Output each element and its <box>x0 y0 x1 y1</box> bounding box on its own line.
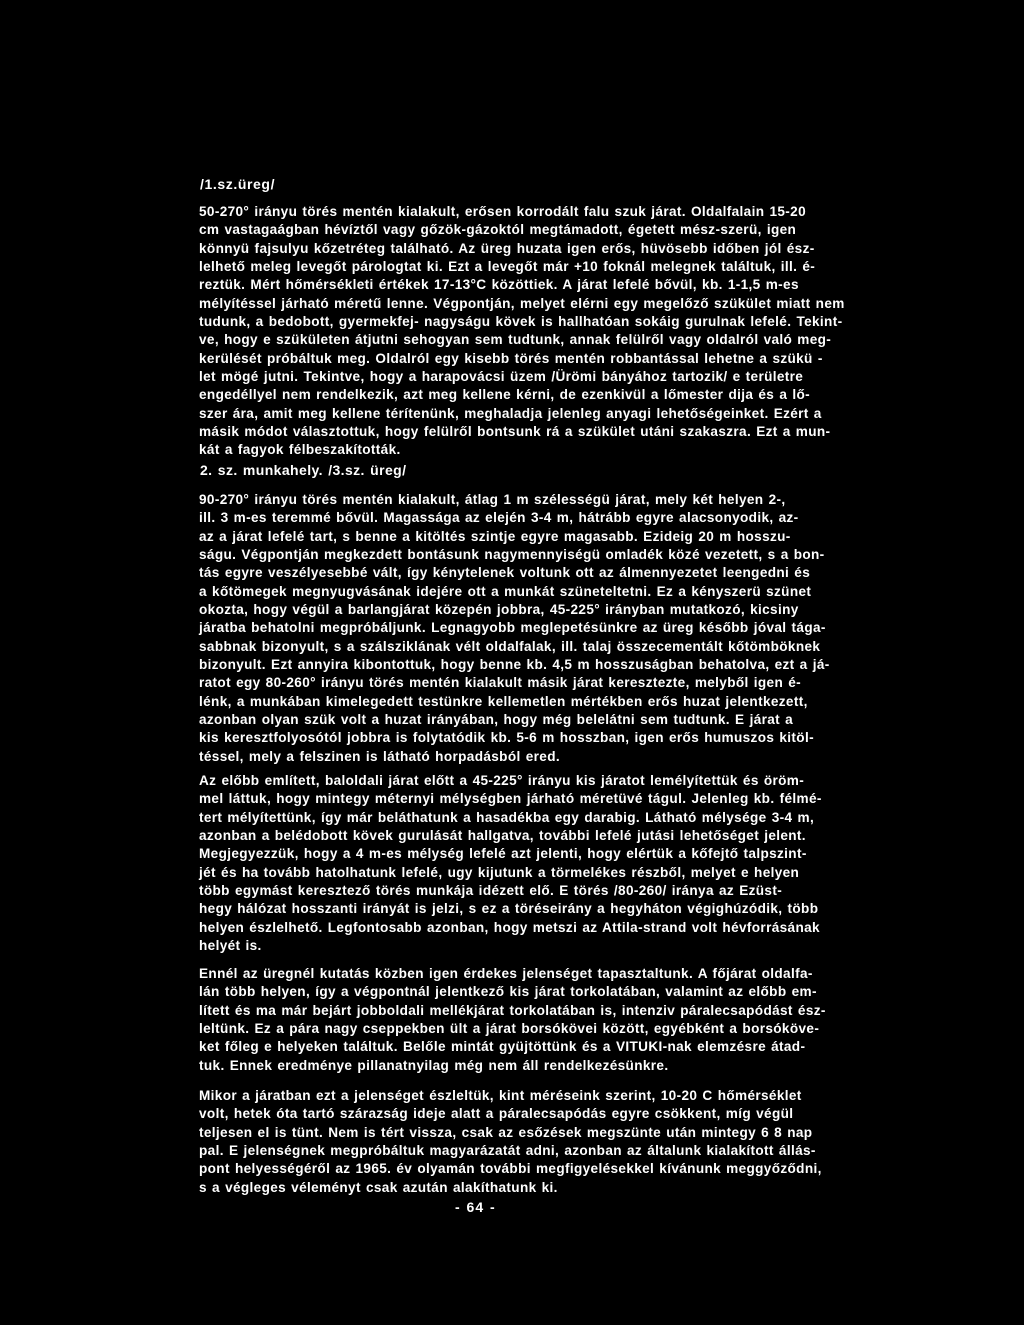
text-line: másik módot választottuk, hogy felülről bontsunk rá a szükület utáni szakaszra. Ezt a mun- <box>199 424 831 440</box>
paragraph-cave-1 <box>199 203 845 460</box>
text-line: lített és ma már bejárt jobboldali mellékjárat torkolatában is, intenziv páralecsapódást ész- <box>199 1002 826 1018</box>
section-subheading: 2. sz. munkahely. /3.sz. üreg/ <box>200 462 407 478</box>
text-line: 90-270° irányu törés mentén kialakult, átlag 1 m szélességü járat, mely két helyen 2-, <box>199 492 786 507</box>
text-line: lelhető meleg levegőt párologtat ki. Ezt a levegőt már +10 foknál melegnek találtuk, ill. é- <box>199 259 816 275</box>
text-line: ve, hogy e szükületen átjutni sehogyan sem tudtunk, annak felülről vagy oldalról való meg- <box>199 332 832 348</box>
text-line: tuk. Ennek eredménye pillanatnyilag még nem áll rendelkezésünkre. <box>199 1057 669 1073</box>
text-line: több egymást keresztező törés munkája idézett elő. E törés /80-260/ iránya az Ezüst- <box>199 883 783 899</box>
text-line: reztük. Mért hőmérsékleti értékek 17-13°C közöttiek. A járat lefelé bővül, kb. 1-1,5 m-es <box>199 277 799 293</box>
text-line: jét és ha tovább hatolhatunk lefelé, ugy kijutunk a törmelékes részből, melyet e helyen <box>199 864 800 880</box>
text-line: mélyítéssel járható méretű lenne. Végpontján, melyet elérni egy megelőző szükület miatt nem <box>199 295 845 311</box>
text-line: pal. E jelenségnek megpróbáltuk magyarázatát adni, azonban az általunk kialakított állás- <box>199 1143 816 1159</box>
text-line: lán több helyen, így a végpontnál jelentkező kis járat torkolatában, valamint az előbb em- <box>199 984 817 1000</box>
text-line: helyét is. <box>199 938 262 954</box>
text-line: teljesen el is tünt. Nem is tért vissza, csak az esőzések megszünte után mintegy 6 8 nap <box>199 1124 813 1140</box>
text-line: azonban a belédobott kövek gurulását hallgatva, további lefelé jutási lehetőséget jelent. <box>199 828 806 844</box>
text-line: volt, hetek óta tartó szárazság ideje alatt a páralecsapódás egyre csökkent, míg végül <box>199 1106 794 1122</box>
text-line: pont helyességéről az 1965. év olyamán további megfigyelésekkel kívánunk meggyőződni, <box>199 1161 822 1177</box>
text-line: bizonyult. Ezt annyira kibontottuk, hogy benne kb. 4,5 m hosszuságban behatolva, ezt a já- <box>199 657 830 673</box>
paragraph-observation <box>199 1087 822 1197</box>
text-line: 50-270° irányu törés mentén kialakult, erősen korrodált falu szuk járat. Oldalfalain 15-20 <box>199 204 806 219</box>
text-line: let mögé jutni. Tekintve, hogy a harapovácsi üzem /Ürömi bányához tartozik/ e területre <box>199 369 804 385</box>
text-line: kát a fagyok félbeszakították. <box>199 442 401 458</box>
page-number: - 64 - <box>455 1199 496 1215</box>
text-line: leltünk. Ez a pára nagy cseppekben ült a járat borsókövei között, egyébként a borsóköve- <box>199 1021 820 1037</box>
text-line: azonban olyan szük volt a huzat irányában, hogy még belelátni sem tudtunk. E járat a <box>199 712 794 728</box>
text-line: helyen észlelhető. Legfontosabb azonban, hogy metszi az Attila-strand volt hévforrásának <box>199 919 820 935</box>
text-line: ill. 3 m-es teremmé bővül. Magassága az elején 3-4 m, hátrább egyre alacsonyodik, az- <box>199 510 799 526</box>
text-line: tás egyre veszélyesebbé vált, így kénytelenek voltunk ott az álmennyezetet leengedni és <box>199 565 811 581</box>
text-line: járatba behatolni megpróbáljunk. Legnagyobb meglepetésünkre az üreg később jóval tága- <box>199 620 826 636</box>
cave-header: /1.sz.üreg/ <box>200 176 276 192</box>
text-line: szer ára, amit meg kellene térítenünk, meghaladja jelenleg anyagi lehetőségeinket. Ezért a <box>199 405 822 421</box>
paragraph-condensation <box>199 965 826 1075</box>
text-line: engedéllyel nem rendelkezik, azt meg kellene kérni, de ezenkivül a lőmester dija és a lő- <box>199 387 811 403</box>
text-line: hegy hálózat hosszanti irányát is jelzi, s ez a töréseirány a hegyháton végighúzódik, több <box>199 901 819 917</box>
text-line: lénk, a munkában kimelegedett testünkre kellemetlen mértékben erős huzat jelentkezett, <box>199 693 808 709</box>
paragraph-left-passage <box>199 772 822 955</box>
text-line: ságu. Végpontján megkezdett bontásunk nagymennyiségü omladék közé vezetett, s a bon- <box>199 547 825 563</box>
text-line: Ennél az üregnél kutatás közben igen érdekes jelenséget tapasztaltunk. A főjárat oldalfa- <box>199 966 813 981</box>
text-line: sabbnak bizonyult, s a szálsziklának vélt oldalfalak, ill. talaj összecementált kőtömböknek <box>199 638 821 654</box>
text-line: okozta, hogy végül a barlangjárat közepén jobbra, 45-225° irányban mutatkozó, kicsiny <box>199 602 799 618</box>
text-line: tudunk, a bedobott, gyermekfej- nagyságu kövek is hallhatóan sokáig gurulnak lefelé. Tekint- <box>199 314 843 330</box>
text-line: Az előbb említett, baloldali járat előtt a 45-225° irányu kis járatot lemélyítettük és öröm- <box>199 773 805 788</box>
text-line: s a végleges véleményt csak azután alakíthatunk ki. <box>199 1179 558 1195</box>
text-line: cm vastagaágban hévíztől vagy gőzök-gázoktól megtámadott, égetett mész-szerü, igen <box>199 222 797 238</box>
text-line: kerülését próbáltuk meg. Oldalról egy kisebb törés mentén robbantással lehetne a szükü - <box>199 350 823 366</box>
text-line: téssel, mely a felszinen is látható horpadásból ered. <box>199 748 560 764</box>
text-line: a kőtömegek megnyugvásának idejére ott a munkát szüneteltetni. Ez a kényszerü szünet <box>199 583 812 599</box>
text-line: tert mélyítettünk, így már beláthatunk a hasadékba egy darabig. Látható mélysége 3-4 m, <box>199 809 815 825</box>
text-line: Mikor a járatban ezt a jelenséget észleltük, kint méréseink szerint, 10-20 C hőmérséklet <box>199 1088 802 1103</box>
paragraph-cave-3 <box>199 491 830 766</box>
text-line: könnyü fajsulyu kőzetréteg található. Az üreg huzata igen erős, hüvösebb időben jól ész- <box>199 240 815 256</box>
text-line: kis keresztfolyosótól jobbra is folytatódik kb. 5-6 m hosszban, igen erős humuszos kitöl- <box>199 730 814 746</box>
text-line: ratot egy 80-260° irányu törés mentén kialakult másik járat keresztezte, melyből igen é- <box>199 675 802 691</box>
text-line: ket főleg e helyeken találtuk. Belőle mintát gyüjtöttünk és a VITUKI-nak elemzésre átad- <box>199 1039 806 1055</box>
text-line: mel láttuk, hogy mintegy méternyi mélységben járható méretüvé tágul. Jelenleg kb. félmé- <box>199 791 822 807</box>
text-line: Megjegyezzük, hogy a 4 m-es mélység lefelé azt jelenti, hogy elértük a kőfejtő talpszint- <box>199 846 807 862</box>
text-line: az a járat lefelé tart, s benne a kitöltés szintje egyre magasabb. Ezideig 20 m hosszu- <box>199 528 791 544</box>
